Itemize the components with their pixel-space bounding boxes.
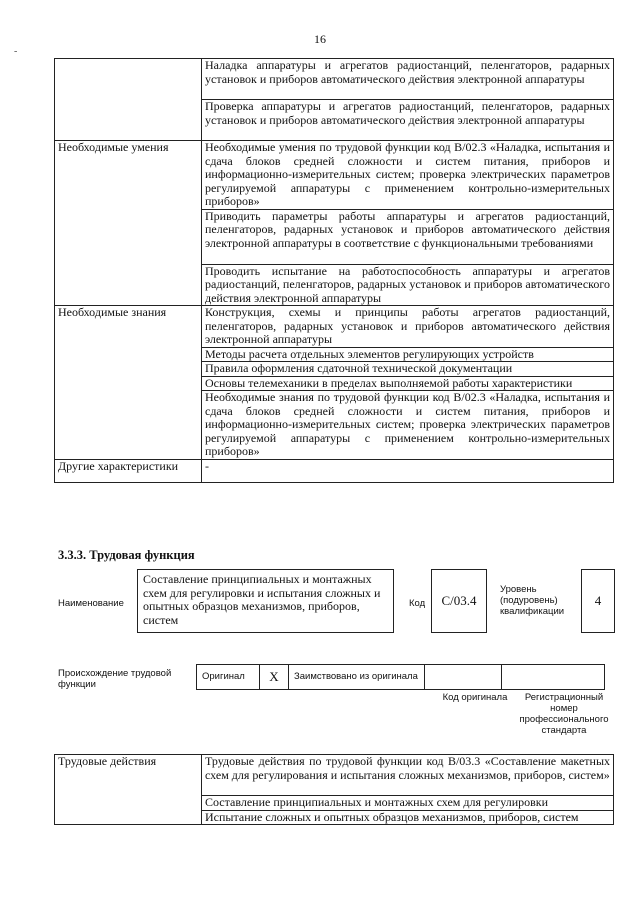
original-mark: X (260, 665, 289, 690)
other-value: - (202, 459, 614, 482)
row-text: Методы расчета отдельных элементов регулирующих устройств (202, 347, 614, 362)
row-text: Приводить параметры работы аппаратуры и агрегатов радиостанций, пеленгаторов, радарных установок и приборов автоматического действия электронной аппаратуры в соответствие с функциональными требованиями (202, 209, 614, 264)
stray-mark: - (14, 46, 18, 57)
code-label: Код (409, 598, 426, 609)
level-label: Уровень (подуровень) квалификации (500, 584, 565, 617)
origin-table (196, 664, 605, 690)
section-title: 3.3.3. Трудовая функция (58, 548, 195, 562)
row-text: Основы телемеханики в пределах выполняемой работы характеристики (202, 376, 614, 391)
row-text: Правила оформления сдаточной технической документации (202, 362, 614, 377)
function-code: С/03.4 (431, 569, 487, 633)
code-orig-cell (425, 665, 502, 690)
name-label: Наименование (58, 598, 124, 609)
empty-label-cell (55, 59, 202, 141)
page-number: 16 (314, 32, 326, 46)
reg-number-cell (502, 665, 605, 690)
original-label: Оригинал (197, 665, 260, 690)
row-text: Необходимые знания по трудовой функции код В/02.3 «Наладка, испытания и сдача блоков средней сложности и систем питания, приборов и информационно-измерительных систем; проверка электрических параметров регулируемой аппаратуры с применением контрольно-измерительных приборов» (202, 391, 614, 460)
table-row (55, 141, 614, 210)
function-name: Составление принципиальных и монтажных схем для регулировки и испытания сложных и опытных образцов механизмов, приборов, систем (137, 569, 394, 633)
borrowed-label: Заимствовано из оригинала (289, 665, 425, 690)
table-row (55, 755, 614, 796)
actions-table (54, 754, 614, 825)
table-row (55, 306, 614, 348)
row-text: Наладка аппаратуры и агрегатов радиостанций, пеленгаторов, радарных установок и приборов автоматического действия электронной аппаратуры (202, 59, 614, 100)
code-orig-label: Код оригинала (442, 692, 508, 703)
row-text: Проверка аппаратуры и агрегатов радиостанций, пеленгаторов, радарных установок и приборов автоматического действия электронной аппаратуры (202, 100, 614, 141)
requirements-table (54, 58, 614, 483)
table-row (55, 59, 614, 100)
origin-label: Происхождение трудовой функции (58, 668, 172, 690)
skills-label: Необходимые умения (55, 141, 202, 306)
knowledge-label: Необходимые знания (55, 306, 202, 460)
other-label: Другие характеристики (55, 459, 202, 482)
row-text: Проводить испытание на работоспособность аппаратуры и агрегатов радиостанций, пеленгаторов, радарных установок и приборов автоматического действия электронной аппаратуры (202, 264, 614, 306)
table-row (197, 665, 605, 690)
row-text: Трудовые действия по трудовой функции код В/03.3 «Составление макетных схем для регулирования и испытания сложных механизмов, приборов, систем» (202, 755, 614, 796)
row-text: Конструкция, схемы и принципы работы агрегатов радиостанций, пеленгаторов, радарных установок и приборов автоматического действия электронной аппаратуры (202, 306, 614, 348)
row-text: Испытание сложных и опытных образцов механизмов, приборов, систем (202, 810, 614, 825)
row-text: Составление принципиальных и монтажных схем для регулировки (202, 796, 614, 811)
reg-number-label: Регистрационный номер профессионального стандарта (519, 692, 609, 736)
actions-label: Трудовые действия (55, 755, 202, 825)
qualification-level: 4 (581, 569, 615, 633)
table-row (55, 459, 614, 482)
row-text: Необходимые умения по трудовой функции код В/02.3 «Наладка, испытания и сдача блоков средней сложности и систем питания, приборов и информационно-измерительных систем; проверка электрических параметров регулируемой аппаратуры с применением контрольно-измерительных приборов» (202, 141, 614, 210)
